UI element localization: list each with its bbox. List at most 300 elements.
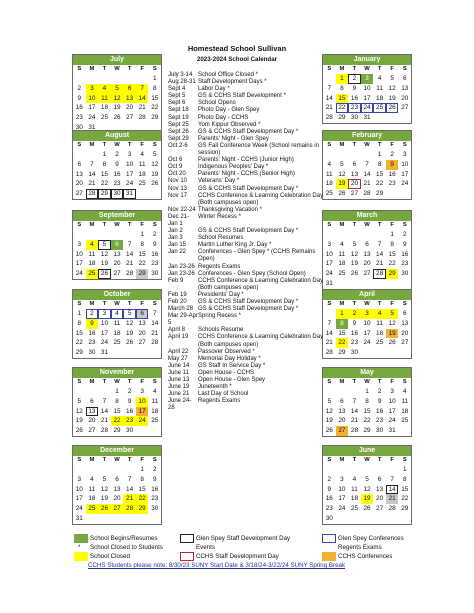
- weekday-row: [323, 456, 411, 465]
- day-cell: 3: [402, 151, 407, 158]
- day-cell: 30: [325, 514, 333, 522]
- day-cell: 7: [327, 84, 332, 92]
- day-cell: [148, 426, 161, 436]
- weekday-label: T: [377, 301, 382, 307]
- day-cell: 14: [325, 329, 333, 337]
- weekday-label: S: [152, 379, 157, 385]
- day-cell: 28: [100, 427, 108, 435]
- event-text: Memorial Day Holiday *: [198, 355, 261, 362]
- weekday-label: T: [127, 379, 132, 385]
- month-april: [322, 289, 412, 359]
- day-cell: 3: [77, 240, 82, 248]
- day-cell: 6: [90, 397, 94, 405]
- event-text: CCHS Conference & Learning Celebration Day (Both campuses open): [198, 192, 324, 206]
- day-cell: 23: [376, 417, 384, 425]
- event-row: [168, 313, 324, 327]
- day-cell: 30: [126, 427, 134, 435]
- day-cell: [111, 514, 124, 524]
- day-cell: 31: [100, 349, 108, 357]
- day-cell: 2: [348, 309, 361, 319]
- day-cell: 12: [126, 319, 134, 327]
- day-cell: 25: [151, 417, 159, 425]
- day-cell: 27: [401, 339, 409, 347]
- day-cell: 1: [152, 75, 157, 82]
- weekday-label: S: [327, 379, 332, 385]
- day-cell: [86, 514, 99, 524]
- event-row: [168, 356, 324, 363]
- day-cell: 1: [336, 309, 349, 319]
- month-header: May: [323, 368, 411, 378]
- day-cell: 20: [126, 104, 134, 112]
- day-cell: 25: [350, 505, 358, 513]
- day-cell: [136, 426, 149, 436]
- weekday-label: M: [89, 222, 95, 228]
- day-cell: 18: [100, 104, 108, 112]
- event-text: School Opens: [198, 100, 236, 107]
- weekday-label: S: [77, 66, 82, 72]
- day-cell: 9: [377, 397, 382, 405]
- day-cell: 18: [88, 260, 96, 268]
- month-june: [322, 445, 412, 525]
- day-cell: 27: [376, 505, 384, 513]
- legend-swatch-cchs-conf: [322, 552, 336, 561]
- day-cell: 22: [138, 260, 146, 268]
- day-cell: 9: [386, 160, 399, 170]
- day-cell: 12: [151, 160, 159, 168]
- day-cell: 10: [363, 84, 371, 92]
- day-cell: 24: [361, 103, 374, 113]
- day-cell: 21: [325, 339, 333, 347]
- event-row: [168, 327, 324, 334]
- day-cell: [73, 387, 86, 397]
- weekday-label: F: [390, 66, 394, 72]
- day-cell: 20: [88, 417, 96, 425]
- day-cell: 6: [352, 160, 357, 168]
- week-row: [73, 485, 161, 495]
- day-cell: 2: [86, 309, 99, 319]
- day-cell: 25: [401, 417, 409, 425]
- event-row: [168, 391, 324, 398]
- event-date: June 14: [168, 362, 190, 369]
- weekday-label: M: [339, 66, 345, 72]
- month-october: [72, 289, 162, 359]
- day-cell: 19: [386, 329, 399, 339]
- day-cell: 15: [151, 94, 159, 102]
- week-row: [323, 504, 411, 514]
- event-row: [168, 93, 324, 100]
- day-cell: 3: [340, 475, 344, 483]
- event-text: GS & CCHS Staff Development Day *: [198, 306, 299, 313]
- event-row: [168, 86, 324, 93]
- event-text: School Office Closed *: [198, 72, 258, 78]
- day-cell: 25: [138, 180, 146, 188]
- day-cell: 18: [376, 329, 384, 337]
- day-cell: 3: [86, 84, 99, 94]
- day-cell: 17: [136, 407, 149, 417]
- day-cell: 24: [388, 417, 396, 425]
- day-cell: 12: [111, 94, 124, 104]
- event-row: [168, 214, 324, 228]
- day-cell: [398, 426, 411, 436]
- day-cell: [398, 514, 411, 524]
- weekday-row: [73, 300, 161, 309]
- day-cell: 4: [373, 309, 386, 319]
- day-cell: 18: [401, 407, 409, 415]
- day-cell: 20: [113, 260, 121, 268]
- weekday-row: [73, 378, 161, 387]
- day-cell: 25: [373, 103, 386, 113]
- week-row: [323, 514, 411, 524]
- day-cell: 9: [352, 319, 357, 327]
- event-date: Jan 2: [168, 228, 183, 235]
- week-row: [323, 84, 411, 94]
- day-cell: 27: [350, 190, 358, 198]
- weekday-label: S: [327, 142, 332, 148]
- day-cell: 17: [325, 260, 333, 268]
- day-cell: 14: [386, 485, 399, 495]
- day-cell: 22: [401, 495, 409, 503]
- day-cell: 12: [325, 407, 333, 415]
- day-cell: 4: [152, 388, 157, 395]
- day-cell: [373, 279, 386, 289]
- month-july: [72, 54, 162, 134]
- week-row: [73, 103, 161, 113]
- day-cell: 24: [88, 114, 96, 122]
- day-cell: 17: [338, 495, 346, 503]
- week-row: [323, 465, 411, 475]
- event-date: June 24-28: [168, 398, 192, 412]
- day-cell: [323, 465, 336, 475]
- legend-cchs-conf: CCHS Conferences: [338, 553, 393, 560]
- month-header: November: [73, 368, 161, 378]
- day-cell: 8: [152, 84, 157, 92]
- day-cell: [361, 514, 374, 524]
- day-cell: 11: [88, 485, 96, 493]
- week-row: [73, 494, 161, 504]
- week-row: [73, 240, 161, 250]
- day-cell: 24: [325, 270, 333, 278]
- week-row: [73, 94, 161, 104]
- day-cell: 6: [402, 310, 407, 317]
- week-row: [323, 230, 411, 240]
- event-date: Sept 6: [168, 100, 186, 107]
- weekday-label: W: [364, 142, 370, 148]
- event-date: June 19: [168, 384, 190, 391]
- event-text: Presidents' Day *: [198, 291, 244, 298]
- day-cell: 5: [152, 151, 157, 158]
- weekday-label: F: [140, 222, 144, 228]
- event-text: GS & CCHS Staff Development Day *: [198, 128, 299, 135]
- weekday-label: T: [127, 222, 132, 228]
- day-cell: 6: [402, 75, 407, 82]
- day-cell: 4: [86, 240, 99, 250]
- month-february: [322, 130, 412, 200]
- weekday-label: T: [102, 222, 107, 228]
- event-row: [168, 207, 324, 214]
- day-cell: 16: [325, 495, 333, 503]
- day-cell: 4: [402, 388, 407, 395]
- week-row: [323, 94, 411, 104]
- day-cell: 12: [338, 170, 346, 178]
- event-row: [168, 349, 324, 356]
- weekday-label: T: [377, 379, 382, 385]
- day-cell: 17: [363, 94, 371, 102]
- event-date: July 3-14: [168, 72, 193, 78]
- day-cell: 11: [376, 84, 383, 92]
- day-cell: [323, 74, 336, 84]
- day-cell: 28: [325, 114, 333, 122]
- weekday-label: S: [77, 457, 82, 463]
- day-cell: [361, 150, 374, 160]
- day-cell: 30: [350, 349, 358, 357]
- weekday-label: F: [140, 66, 144, 72]
- event-row: [168, 79, 324, 86]
- weekday-label: T: [377, 457, 382, 463]
- day-cell: 15: [138, 250, 146, 258]
- day-cell: 6: [111, 240, 124, 250]
- week-row: [323, 269, 411, 279]
- day-cell: 5: [98, 240, 111, 250]
- day-cell: 29: [401, 505, 409, 513]
- day-cell: 15: [401, 485, 409, 493]
- day-cell: 6: [123, 84, 136, 94]
- day-cell: 8: [402, 475, 407, 483]
- day-cell: 1: [115, 388, 119, 395]
- day-cell: [148, 189, 161, 199]
- day-cell: [98, 465, 111, 475]
- event-date: Oct 6: [168, 157, 183, 164]
- event-text: Staff Development Days *: [198, 79, 267, 86]
- day-cell: 10: [75, 485, 83, 493]
- day-cell: 25: [86, 504, 99, 514]
- weekday-label: F: [390, 301, 394, 307]
- day-cell: 20: [138, 329, 146, 337]
- day-cell: 7: [390, 475, 394, 483]
- day-cell: [361, 465, 374, 475]
- day-cell: 12: [388, 84, 396, 92]
- day-cell: 24: [338, 505, 346, 513]
- weekday-label: S: [77, 142, 82, 148]
- day-cell: 20: [401, 329, 409, 337]
- day-cell: 5: [352, 240, 357, 248]
- month-header: June: [323, 446, 411, 456]
- weekday-label: F: [140, 457, 144, 463]
- day-cell: 19: [336, 179, 349, 189]
- day-cell: [348, 150, 361, 160]
- weekday-label: T: [102, 142, 107, 148]
- day-cell: 18: [113, 329, 121, 337]
- day-cell: [386, 189, 399, 199]
- day-cell: 27: [113, 270, 121, 278]
- day-cell: 13: [338, 407, 346, 415]
- event-row: [168, 306, 324, 313]
- day-cell: 31: [388, 427, 396, 435]
- weekday-label: W: [364, 379, 370, 385]
- weekday-label: F: [140, 301, 144, 307]
- weekday-label: W: [114, 379, 120, 385]
- day-cell: 1: [402, 466, 407, 473]
- day-cell: 26: [151, 180, 159, 188]
- day-cell: 26: [363, 505, 371, 513]
- weekday-label: S: [152, 222, 157, 228]
- weekday-label: T: [352, 379, 357, 385]
- day-cell: 11: [401, 397, 409, 405]
- day-cell: 11: [88, 250, 96, 258]
- week-row: [73, 230, 161, 240]
- day-cell: [123, 465, 136, 475]
- weekday-label: M: [339, 457, 345, 463]
- day-cell: 22: [136, 494, 149, 504]
- day-cell: 22: [336, 103, 349, 113]
- weekday-label: T: [127, 66, 132, 72]
- day-cell: 10: [325, 250, 333, 258]
- weekday-label: T: [352, 142, 357, 148]
- day-cell: 23: [151, 495, 159, 503]
- day-cell: 17: [388, 407, 396, 415]
- week-row: [323, 426, 411, 436]
- day-cell: 29: [136, 269, 149, 279]
- day-cell: [373, 514, 386, 524]
- day-cell: 17: [75, 495, 83, 503]
- weekday-label: T: [352, 301, 357, 307]
- day-cell: 3: [361, 309, 374, 319]
- week-row: [73, 189, 161, 199]
- weekday-label: M: [89, 142, 95, 148]
- day-cell: 7: [102, 397, 107, 405]
- event-row: [168, 115, 324, 122]
- weekday-label: T: [377, 66, 382, 72]
- day-cell: 19: [361, 494, 374, 504]
- week-row: [73, 504, 161, 514]
- day-cell: 16: [88, 329, 96, 337]
- event-row: [168, 228, 324, 235]
- day-cell: 17: [363, 329, 371, 337]
- event-text: Regents Exams: [198, 263, 241, 270]
- day-cell: [386, 465, 399, 475]
- day-cell: 4: [140, 151, 144, 158]
- day-cell: 27: [126, 114, 134, 122]
- event-date: Nov 13: [168, 185, 188, 192]
- event-text: Parents' Night - CCHS (Junior High): [198, 157, 294, 164]
- day-cell: 24: [363, 339, 371, 347]
- day-cell: 9: [327, 485, 332, 493]
- week-row: [73, 397, 161, 407]
- event-row: [168, 178, 324, 185]
- day-cell: 29: [386, 269, 399, 279]
- day-cell: 18: [325, 180, 333, 188]
- weekday-label: T: [102, 457, 107, 463]
- weekday-label: T: [102, 379, 107, 385]
- day-cell: 6: [365, 240, 369, 248]
- day-cell: 15: [388, 250, 396, 258]
- day-cell: 14: [88, 170, 96, 178]
- day-cell: 8: [115, 397, 119, 405]
- event-text: Passover Observed *: [198, 348, 255, 355]
- day-cell: 31: [75, 514, 83, 522]
- day-cell: 18: [138, 170, 146, 178]
- day-cell: 4: [111, 309, 124, 319]
- day-cell: [348, 279, 361, 289]
- weekday-label: S: [402, 222, 407, 228]
- day-cell: [398, 113, 411, 123]
- event-text: CCHS Conference & Learning Celebration Day (Both campuses open): [198, 277, 324, 291]
- day-cell: 7: [352, 397, 357, 405]
- event-date: Mar 29-Apr 5: [168, 313, 199, 327]
- month-header: February: [323, 131, 411, 141]
- day-cell: 1: [77, 310, 82, 317]
- event-row: [168, 242, 324, 249]
- month-january: [322, 54, 412, 124]
- week-row: [323, 387, 411, 397]
- week-row: [323, 259, 411, 269]
- event-date: June 21: [168, 391, 190, 398]
- day-cell: 1: [365, 388, 369, 395]
- day-cell: 23: [350, 339, 358, 347]
- day-cell: [323, 150, 336, 160]
- week-row: [73, 259, 161, 269]
- day-cell: 13: [401, 84, 409, 92]
- month-header: January: [323, 55, 411, 65]
- day-cell: 5: [340, 160, 344, 168]
- event-row: [168, 235, 324, 242]
- day-cell: 5: [327, 397, 332, 405]
- weekday-label: W: [364, 457, 370, 463]
- day-cell: [373, 113, 386, 123]
- event-date: May 27: [168, 355, 188, 362]
- weekday-label: F: [390, 222, 394, 228]
- day-cell: 10: [136, 397, 149, 407]
- weekday-label: M: [339, 222, 345, 228]
- events-list: [168, 72, 324, 413]
- day-cell: 18: [151, 407, 159, 415]
- weekday-label: M: [339, 301, 345, 307]
- weekday-row: [73, 141, 161, 150]
- day-cell: 9: [77, 94, 82, 102]
- event-text: Last Day of School: [198, 391, 249, 398]
- day-cell: 30: [151, 270, 159, 278]
- week-row: [323, 74, 411, 84]
- legend-asterisk: *: [78, 544, 81, 551]
- day-cell: 11: [338, 250, 346, 258]
- month-november: [72, 367, 162, 437]
- day-cell: 25: [376, 339, 384, 347]
- day-cell: 25: [100, 114, 108, 122]
- day-cell: 11: [113, 319, 121, 327]
- day-cell: 14: [151, 319, 159, 327]
- day-cell: 17: [100, 329, 108, 337]
- day-cell: 26: [75, 427, 83, 435]
- weekday-label: S: [402, 379, 407, 385]
- day-cell: 1: [140, 231, 144, 238]
- day-cell: 8: [340, 84, 344, 92]
- event-row: [168, 129, 324, 136]
- week-row: [73, 475, 161, 485]
- day-cell: [136, 348, 149, 358]
- day-cell: 27: [88, 427, 96, 435]
- day-cell: 7: [127, 240, 132, 248]
- day-cell: 7: [136, 84, 149, 94]
- day-cell: 14: [100, 407, 108, 415]
- event-date: Dec 21-Jan 1: [168, 213, 190, 227]
- day-cell: 16: [75, 104, 83, 112]
- event-date: Jan 3: [168, 235, 183, 242]
- day-cell: 16: [401, 250, 409, 258]
- day-cell: 5: [386, 309, 399, 319]
- day-cell: [336, 279, 349, 289]
- day-cell: 5: [102, 475, 107, 483]
- week-row: [73, 309, 161, 319]
- day-cell: 17: [126, 170, 134, 178]
